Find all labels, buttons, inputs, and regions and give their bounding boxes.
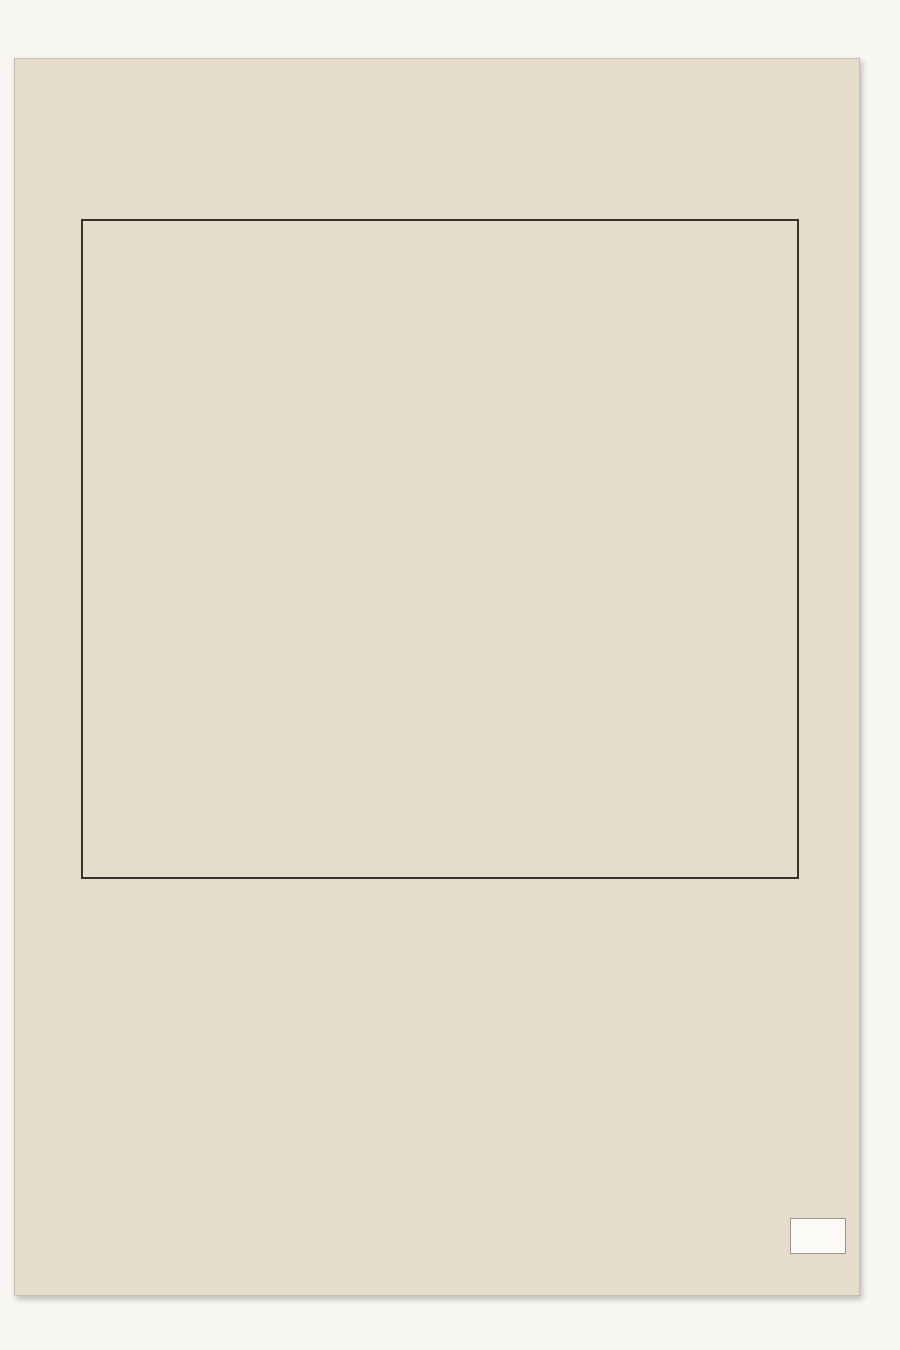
catalog-back-page: [14, 58, 860, 1296]
publisher-block: [505, 905, 825, 939]
handwritten-ink-signature: [326, 1176, 756, 1260]
price-sticker: [790, 1218, 846, 1254]
book-catalog-table: [81, 219, 799, 879]
